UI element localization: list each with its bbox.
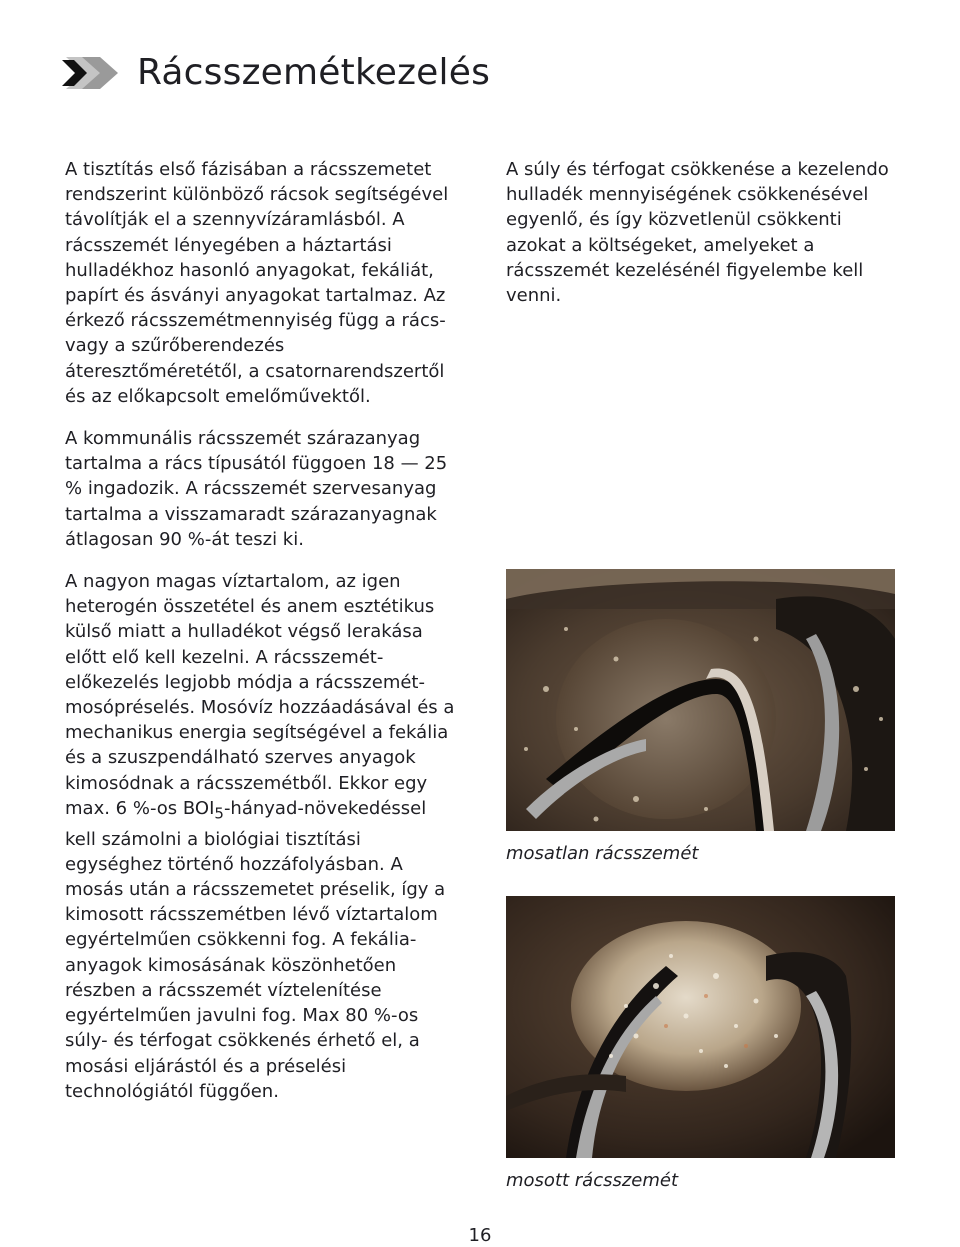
double-chevron-right-icon — [62, 57, 128, 89]
paragraph-dry-matter: A kommunális rácsszemét szárazanyag tartalma a rács típusától függoen 18 — 25 % ingadozik. A rácsszemét szervesanyag tartalma a visszamaradt szárazanyagnak átlagosan 90 %-át teszi ki. — [65, 428, 448, 550]
paragraph-text: A nagyon magas víztartalom, az igen heterogén összetétel és anem esztétikus külső miatt a hulladékot végső lerakása előtt elő kell kezelni. A rácsszemét-előkezelés legjobb módja a rácsszemét-mosópréselés. Mosóvíz hozzáadásával és a mechanikus energia segítségével a fekália és a szuszpendálható szerves anyagok kimosódnak a rácsszemétből. Ekkor egy max. 6 %-os BOI — [65, 571, 455, 819]
caption-unwashed: mosatlan rácsszemét — [506, 843, 699, 864]
right-column — [506, 157, 906, 308]
photo-unwashed-screenings — [506, 569, 895, 831]
paragraph-intro: A tisztítás első fázisában a rácsszemetet rendszerint különböző rácsok segítségével távolítják el a szennyvízáramlásból. A rácsszemét lényegében a háztartási hulladékhoz hasonló anyagokat, fekáliát, papírt és ásványi anyagokat tartalmaz. Az érkező rácsszemétmennyiség függ a rács- vagy a szűrőberendezés áteresztőméretétől, a csatornarendszertől és az előkapcsolt emelőművektől. — [65, 159, 449, 407]
page-title: Rácsszemétkezelés — [137, 52, 491, 93]
page-number: 16 — [468, 1225, 492, 1246]
photo-washed-screenings — [506, 896, 895, 1158]
caption-washed: mosott rácsszemét — [506, 1170, 679, 1191]
subscript: 5 — [214, 804, 224, 823]
paragraph-text: -hányad-növekedéssel kell számolni a biológiai tisztítási egységhez történő hozzáfolyásban. A mosás után a rácsszemetet préselik, így a kimosott rácsszemétben lévő víztartalom egyértelműen csökkenni fog. A fekália-anyagok kimosásának köszönhetően részben a rácsszemét víztelenítése egyértelműen javulni fog. Max 80 %-os súly- és térfogat csökkenés érhető el, a mosási eljárástól és a préselési technológiától függően. — [65, 797, 446, 1102]
paragraph-pretreatment — [65, 569, 460, 1104]
paragraph-reduction: A súly és térfogat csökkenése a kezelendo hulladék mennyiségének csökkenésével egyenlő, és így közvetlenül csökkenti azokat a költségeket, amelyeket a rácsszemét kezelésénél figyelembe kell venni. — [506, 159, 889, 307]
left-column — [65, 157, 460, 1104]
